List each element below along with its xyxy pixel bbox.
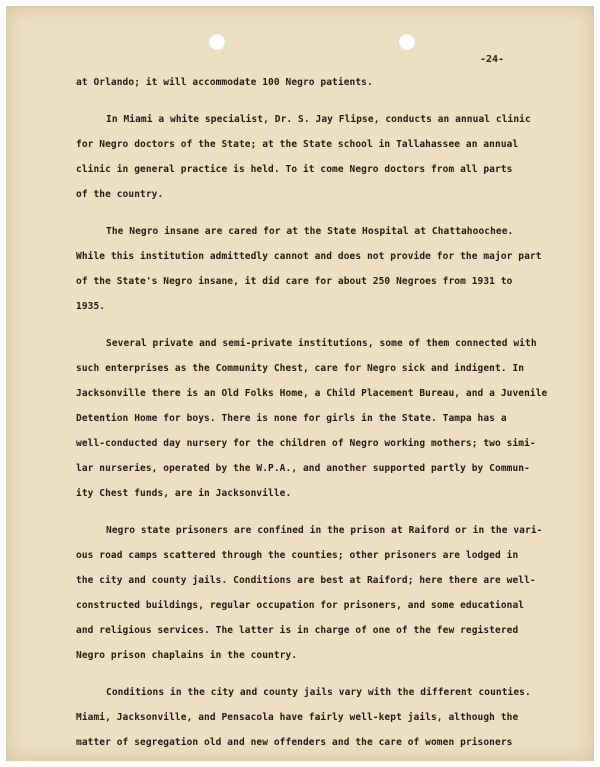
text-line: Miami, Jacksonville, and Pensacola have fairly well-kept jails, although the <box>76 712 519 723</box>
text-line: Negro prison chaplains in the country. <box>76 650 298 661</box>
text-line: While this institution admittedly cannot and does not provide for the major part <box>76 251 542 262</box>
text-line: at Orlando; it will accommodate 100 Negro patients. <box>76 77 373 88</box>
punch-hole-left <box>208 33 226 51</box>
text-line: Jacksonville there is an Old Folks Home, a Child Placement Bureau, and a Juvenile <box>76 388 548 399</box>
page-number: -24- <box>480 54 505 65</box>
text-line: of the country. <box>76 189 164 200</box>
text-line: In Miami a white specialist, Dr. S. Jay Flipse, conducts an annual clinic <box>106 114 531 125</box>
text-line: Several private and semi-private institutions, some of them connected with <box>106 338 537 349</box>
body-text <box>76 70 554 755</box>
text-line: The Negro insane are cared for at the State Hospital at Chattahoochee. <box>106 226 514 237</box>
text-line: matter of segregation old and new offenders and the care of women prisoners <box>76 737 513 748</box>
text-line: Conditions in the city and county jails vary with the different counties. <box>106 687 531 698</box>
text-line: Negro state prisoners are confined in the prison at Raiford or in the vari- <box>106 525 543 536</box>
text-line: well-conducted day nursery for the children of Negro working mothers; two simi- <box>76 438 536 449</box>
document-page <box>6 6 594 761</box>
text-line: Detention Home for boys. There is none for girls in the State. Tampa has a <box>76 413 507 424</box>
text-line: ous road camps scattered through the counties; other prisoners are lodged in <box>76 550 519 561</box>
text-line: constructed buildings, regular occupation for prisoners, and some educational <box>76 600 525 611</box>
text-line: of the State's Negro insane, it did care for about 250 Negroes from 1931 to <box>76 276 513 287</box>
text-line: such enterprises as the Community Chest, care for Negro sick and indigent. In <box>76 363 525 374</box>
text-line: and religious services. The latter is in charge of one of the few registered <box>76 625 519 636</box>
text-line: clinic in general practice is held. To it come Negro doctors from all parts <box>76 164 513 175</box>
punch-hole-right <box>398 33 416 51</box>
text-line: for Negro doctors of the State; at the State school in Tallahassee an annual <box>76 139 519 150</box>
text-line: the city and county jails. Conditions are best at Raiford; here there are well- <box>76 575 536 586</box>
text-line: 1935. <box>76 301 106 312</box>
text-line: lar nurseries, operated by the W.P.A., and another supported partly by Commun- <box>76 463 530 474</box>
text-line: ity Chest funds, are in Jacksonville. <box>76 488 292 499</box>
